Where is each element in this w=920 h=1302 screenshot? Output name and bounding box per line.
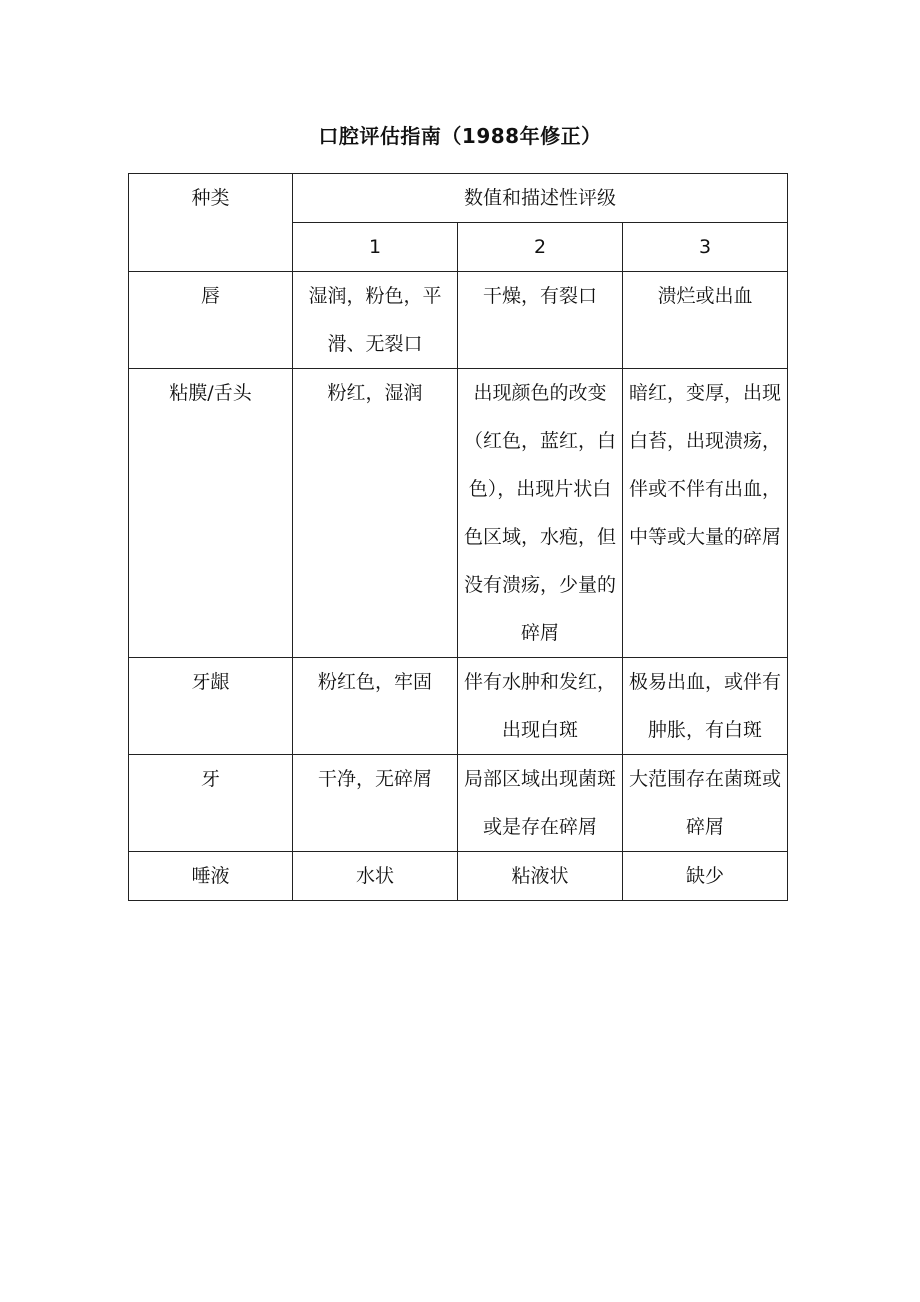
header-category: 种类 bbox=[129, 174, 293, 272]
row-grade-3: 极易出血，或伴有肿胀，有白斑 bbox=[623, 658, 788, 755]
row-grade-1: 湿润，粉色，平滑、无裂口 bbox=[293, 272, 458, 369]
table-row bbox=[129, 658, 788, 755]
table-row bbox=[129, 369, 788, 658]
row-grade-1: 粉红色，牢固 bbox=[293, 658, 458, 755]
row-grade-2: 出现颜色的改变（红色，蓝红，白色），出现片状白色区域，水疱，但没有溃疡，少量的碎屑 bbox=[458, 369, 623, 658]
row-category: 唇 bbox=[129, 272, 293, 369]
table-row bbox=[129, 272, 788, 369]
header-rating: 数值和描述性评级 bbox=[293, 174, 788, 223]
row-category: 粘膜/舌头 bbox=[129, 369, 293, 658]
row-grade-1: 水状 bbox=[293, 852, 458, 901]
header-row bbox=[129, 174, 788, 223]
row-category: 牙 bbox=[129, 755, 293, 852]
row-grade-3: 溃烂或出血 bbox=[623, 272, 788, 369]
table-row bbox=[129, 755, 788, 852]
row-grade-1: 粉红，湿润 bbox=[293, 369, 458, 658]
row-grade-3: 缺少 bbox=[623, 852, 788, 901]
row-grade-3: 大范围存在菌斑或碎屑 bbox=[623, 755, 788, 852]
header-grade-1: 1 bbox=[293, 223, 458, 272]
oral-assessment-table bbox=[128, 173, 788, 901]
row-category: 唾液 bbox=[129, 852, 293, 901]
header-grade-3: 3 bbox=[623, 223, 788, 272]
row-grade-2: 伴有水肿和发红，出现白斑 bbox=[458, 658, 623, 755]
row-grade-2: 干燥，有裂口 bbox=[458, 272, 623, 369]
table-row bbox=[129, 852, 788, 901]
row-grade-2: 局部区域出现菌斑或是存在碎屑 bbox=[458, 755, 623, 852]
header-grade-2: 2 bbox=[458, 223, 623, 272]
page-title: 口腔评估指南（1988年修正） bbox=[318, 124, 602, 148]
row-grade-3: 暗红，变厚，出现白苔，出现溃疡，伴或不伴有出血，中等或大量的碎屑 bbox=[623, 369, 788, 658]
row-category: 牙龈 bbox=[129, 658, 293, 755]
row-grade-1: 干净，无碎屑 bbox=[293, 755, 458, 852]
row-grade-2: 粘液状 bbox=[458, 852, 623, 901]
